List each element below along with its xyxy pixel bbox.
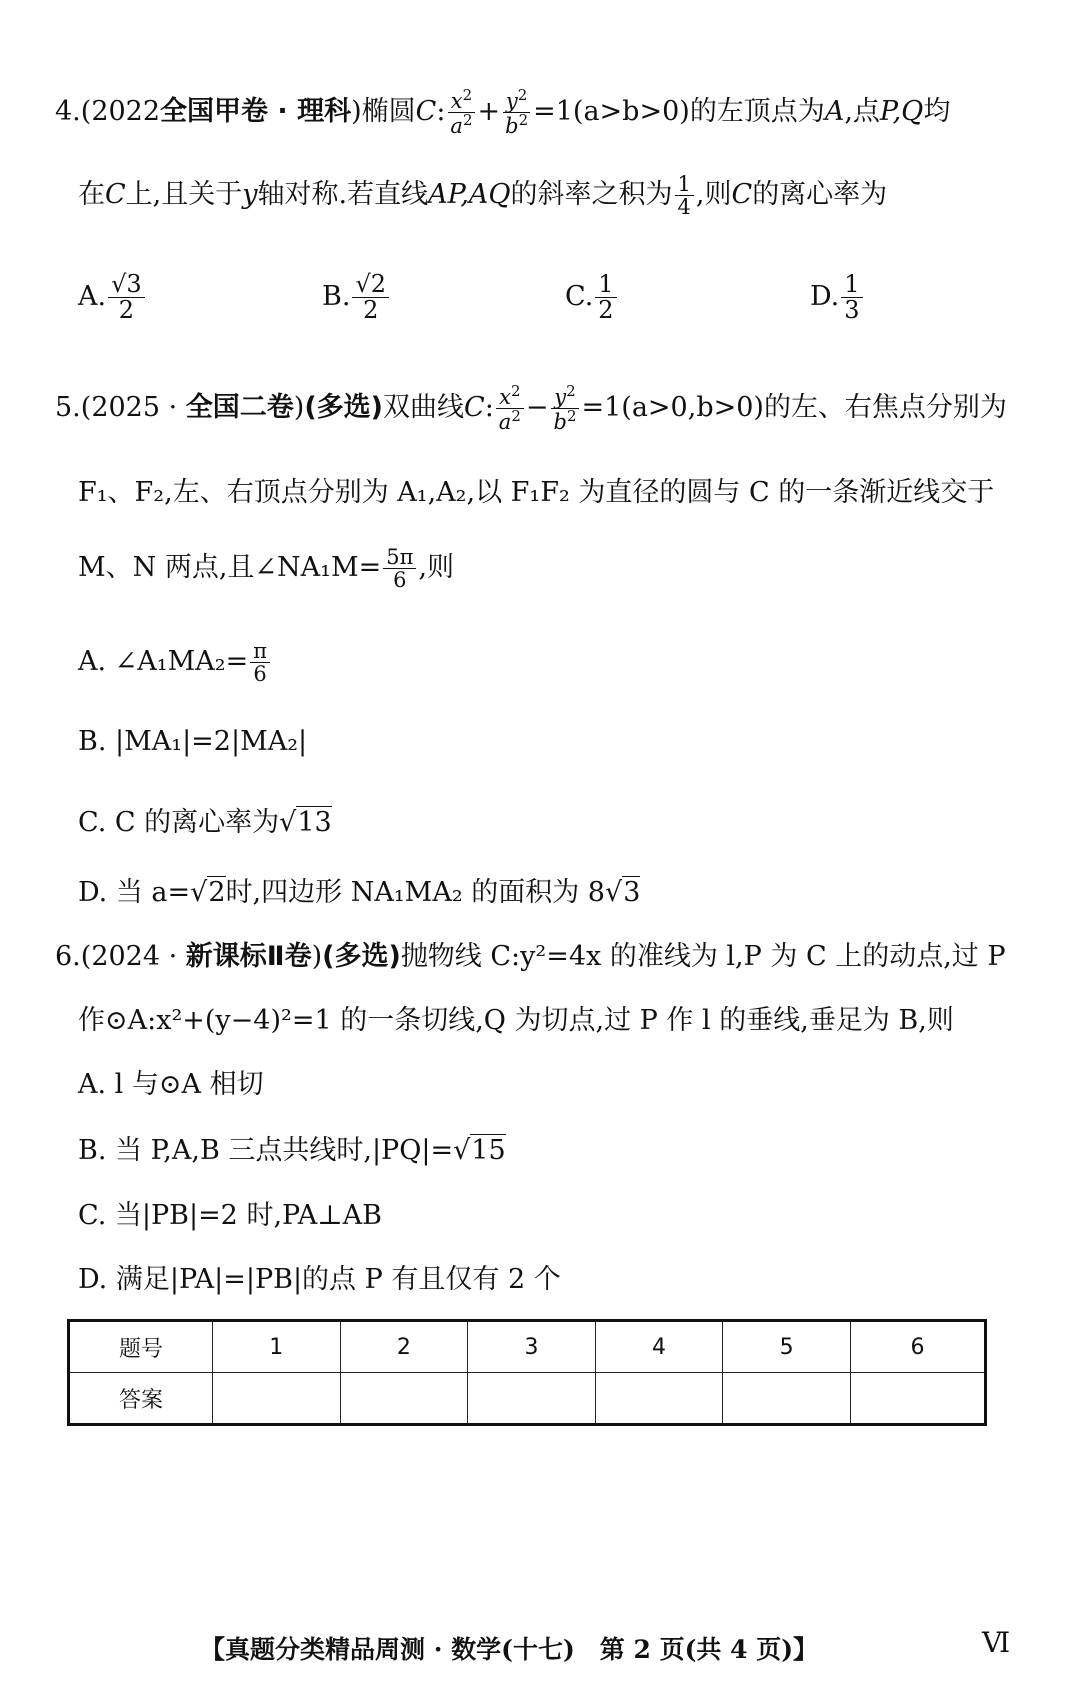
q4-number: 4. — [55, 96, 81, 128]
table-col-6: 6 — [850, 1321, 985, 1373]
q4-slope-product: $\frac{1}{4}$ — [675, 173, 694, 218]
q5-line2: F₁、F₂,左、右顶点分别为 A₁,A₂,以 F₁F₂ 为直径的圆与 C 的一条渐近线交于 — [78, 477, 995, 508]
q6-line1: 6.(2024 · 新课标Ⅱ卷)(多选)抛物线 C:y²=4x 的准线为 l,P 为 C 上的动点,过 P — [55, 941, 1006, 972]
answer-cell-6[interactable] — [850, 1373, 985, 1425]
q6-option-d: D. 满足|PA|=|PB|的点 P 有且仅有 2 个 — [78, 1264, 561, 1295]
table-answer-label: 答案 — [69, 1373, 213, 1425]
q5-hyperbola-x-term: $\frac{x^2}{a^2}$ — [496, 384, 524, 433]
answer-cell-2[interactable] — [340, 1373, 468, 1425]
q4-source-exam: 全国甲卷 · 理科 — [160, 96, 352, 128]
table-col-1: 1 — [213, 1321, 341, 1373]
answer-cell-5[interactable] — [723, 1373, 851, 1425]
q5-source-exam: 全国二卷 — [185, 392, 294, 424]
q4-option-c: C. $\frac{1}{2}$ — [565, 272, 619, 323]
q5-multi-tag: (多选) — [304, 392, 384, 424]
table-col-5: 5 — [723, 1321, 851, 1373]
q6-option-c: C. 当|PB|=2 时,PA⊥AB — [78, 1200, 382, 1231]
table-col-3: 3 — [468, 1321, 596, 1373]
q5-line1: 5.(2025 · 全国二卷)(多选)双曲线C: $\frac{x^2}{a^2}$ − $\frac{y^2}{b^2}$ =1(a>0,b>0)的左、右焦点分别为 — [55, 382, 1007, 435]
q6-option-b: B. 当 P,A,B 三点共线时,|PQ|=√15 — [78, 1135, 506, 1166]
q5-source-year: 2025 — [91, 392, 161, 424]
q5-option-c: C. C 的离心率为√13 — [78, 807, 332, 838]
answer-table — [67, 1319, 987, 1426]
q4-option-a: A. $\frac{√3}{2}$ — [78, 272, 147, 323]
q4-option-d: D. $\frac{1}{3}$ — [810, 272, 865, 323]
q5-line3: M、N 两点,且∠NA₁M= $\frac{5\pi}{6}$ ,则 — [78, 544, 455, 592]
q4-line2: 在C上,且关于y轴对称.若直线AP,AQ的斜率之积为 $\frac{1}{4}$ ,则C的离心率为 — [78, 171, 888, 219]
q5-option-b: B. |MA₁|=2|MA₂| — [78, 726, 308, 757]
answer-cell-4[interactable] — [595, 1373, 723, 1425]
table-row-numbers — [69, 1321, 986, 1373]
q4-option-b: B. $\frac{√2}{2}$ — [322, 272, 391, 323]
q5-number: 5. — [55, 392, 81, 424]
table-col-4: 4 — [595, 1321, 723, 1373]
table-col-2: 2 — [340, 1321, 468, 1373]
table-header-label: 题号 — [69, 1321, 213, 1373]
answer-cell-3[interactable] — [468, 1373, 596, 1425]
q4-ellipse-x-term: $\frac{x^2}{a^2}$ — [447, 88, 475, 137]
page-footer: 【真题分类精品周测 · 数学(十七) 第 2 页(共 4 页)】 — [200, 1635, 819, 1664]
q6-source-year: 2024 — [91, 941, 161, 972]
q6-source-exam: 新课标Ⅱ卷 — [185, 941, 312, 972]
q4-line1: 4.(2022全国甲卷 · 理科)椭圆C: $\frac{x^2}{a^2}$ + $\frac{y^2}{b^2}$ =1(a>b>0)的左顶点为A,点P,Q均 — [55, 86, 951, 139]
q5-hyperbola-y-term: $\frac{y^2}{b^2}$ — [551, 384, 580, 433]
q6-option-a: A. l 与⊙A 相切 — [78, 1069, 264, 1100]
q6-number: 6. — [55, 941, 81, 972]
q6-multi-tag: (多选) — [322, 941, 401, 972]
page-section-mark: Ⅵ — [982, 1626, 1011, 1659]
q5-option-d: D. 当 a=√2时,四边形 NA₁MA₂ 的面积为 8√3 — [78, 877, 641, 908]
answer-cell-1[interactable] — [213, 1373, 341, 1425]
table-row-answers — [69, 1373, 986, 1425]
q6-line2: 作⊙A:x²+(y−4)²=1 的一条切线,Q 为切点,过 P 作 l 的垂线,垂足为 B,则 — [78, 1005, 954, 1036]
q4-source-year: 2022 — [91, 96, 161, 128]
q4-ellipse-condition: =1(a>b>0) — [533, 96, 690, 128]
q4-ellipse-y-term: $\frac{y^2}{b^2}$ — [502, 88, 531, 137]
q5-option-a: A. ∠A₁MA₂= $\frac{\pi}{6}$ — [78, 640, 272, 685]
